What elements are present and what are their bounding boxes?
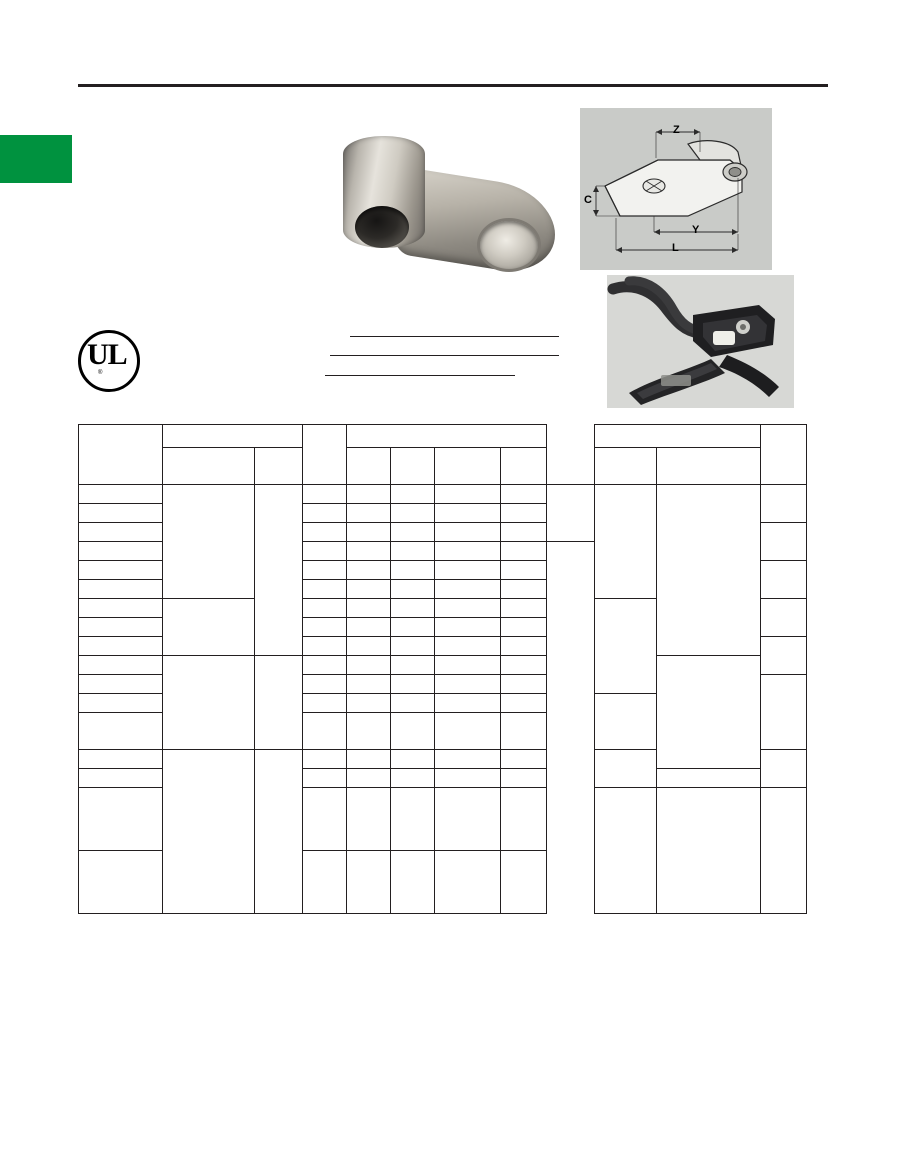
cell-pkg [761,788,807,914]
cell-blank [547,485,595,542]
cell-catalog [79,618,163,637]
cell-pkg [761,485,807,523]
table-header-row-2 [79,448,807,485]
cell-c [435,750,501,769]
cell-l [347,788,391,851]
header-sub-l [347,448,391,485]
cell-awg [163,656,255,750]
cell-mcm [347,851,391,914]
cell-z [501,580,547,599]
cell-catalog [79,523,163,542]
header-sub-c [435,448,501,485]
cell-awg [303,851,347,914]
cell-die [595,599,657,694]
cell-z [501,504,547,523]
cell-z [501,656,547,675]
cell-l [435,851,501,914]
header-divider [78,84,828,87]
cell-c [435,675,501,694]
cell-catalog [79,504,163,523]
cell-catalog [79,542,163,561]
cell-awg [163,599,255,656]
cell-l [347,618,391,637]
dimension-label-y: Y [692,224,700,236]
lug-body-graphic [335,126,560,266]
cell-c [435,769,501,788]
product-photo-lug [325,108,570,283]
cell-c [435,637,501,656]
cell-y [391,599,435,618]
cell-z [501,561,547,580]
cell-z [501,750,547,769]
header-cell-blank [547,425,595,485]
cell-stud [303,523,347,542]
cell-stud [303,694,347,713]
cell-tool [657,656,761,769]
cell-c [435,618,501,637]
cell-l [347,713,391,750]
cell-y [391,542,435,561]
cell-l [347,561,391,580]
cell-tool [761,750,807,788]
cell-c [435,788,501,851]
cell-y [391,675,435,694]
ul-listed-mark [78,330,140,392]
cell-l [347,599,391,618]
dimension-label-z: Z [673,124,680,136]
cell-catalog [79,656,163,675]
cell-y [391,694,435,713]
cell-z [501,637,547,656]
table-row [79,656,807,675]
cell-c [435,542,501,561]
header-cell-conductor [163,425,303,448]
cell-l [347,675,391,694]
cell-stud [303,788,347,851]
header-sub-y [391,448,435,485]
cell-l [347,694,391,713]
cell-y [391,637,435,656]
cell-y [391,485,435,504]
cell-c [435,485,501,504]
cell-catalog [79,485,163,504]
cell-catalog [79,750,163,769]
cell-stud [303,713,347,750]
section-color-tab [0,135,72,183]
product-photo-tool [607,275,794,408]
cell-catalog [79,851,163,914]
cell-stud [303,618,347,637]
cell-catalog [79,675,163,694]
table-row [79,485,807,504]
cell-tool [657,788,761,914]
cell-pkg [761,637,807,675]
cell-stud [303,580,347,599]
header-sub-mcm [255,448,303,485]
cell-z [501,769,547,788]
header-cell-tooling [595,425,761,448]
cell-l [347,750,391,769]
cell-stud [303,769,347,788]
cell-c [435,694,501,713]
cell-l [347,580,391,599]
cell-pkg [761,599,807,637]
header-cell-stud [303,425,347,485]
cell-l [347,523,391,542]
cell-catalog [79,769,163,788]
header-cell-pkg [761,425,807,485]
cell-c [435,599,501,618]
cell-catalog [79,788,163,851]
cell-die [595,485,657,599]
dimension-label-l: L [672,242,679,254]
cell-z [501,618,547,637]
cell-catalog [79,713,163,750]
cell-z [501,542,547,561]
cell-z [501,788,547,851]
cell-catalog [79,580,163,599]
cell-c [435,713,501,750]
cell-catalog [79,561,163,580]
cell-l [347,504,391,523]
cell-z [501,485,547,504]
caption-rule-3 [325,375,515,376]
header-sub-die [595,448,657,485]
cell-y [391,750,435,769]
cell-c [435,656,501,675]
cell-stud [303,485,347,504]
cell-l [347,485,391,504]
cell-catalog [79,637,163,656]
cell-tool [657,485,761,656]
cell-l [347,542,391,561]
table-header-row-1 [79,425,807,448]
cell-y [391,713,435,750]
cell-stud [303,656,347,675]
cell-stud [303,599,347,618]
specification-table [78,424,807,914]
cell-y [391,769,435,788]
ul-logo-text: UL [87,338,127,371]
cell-y [391,656,435,675]
cell-mcm [255,750,303,914]
cell-die [595,750,657,788]
cell-mcm [255,656,303,750]
cell-z [501,599,547,618]
lug-bore [355,206,409,248]
header-sub-tool [657,448,761,485]
header-cell-dimensions [347,425,547,448]
cell-die [761,675,807,750]
cell-z [501,523,547,542]
cell-z [501,675,547,694]
header-cell-catalog [79,425,163,485]
cell-stud [303,504,347,523]
cell-blank [547,542,595,914]
cell-catalog [79,599,163,618]
cell-awg [163,750,255,914]
cell-y [391,618,435,637]
cell-stud [303,561,347,580]
cell-pkg [761,561,807,599]
cell-stud [303,542,347,561]
lug-dimension-diagram [580,108,772,270]
cell-catalog [79,694,163,713]
cell-pkg [761,523,807,561]
cell-stud [303,675,347,694]
header-sub-awg [163,448,255,485]
cell-c [435,504,501,523]
cell-y [501,851,547,914]
cell-z [501,694,547,713]
cell-y [391,523,435,542]
cell-l [347,769,391,788]
caption-rule-1 [350,336,559,337]
cell-c [435,580,501,599]
cell-y [391,504,435,523]
cell-l [347,637,391,656]
cell-y [391,788,435,851]
ul-registered-mark: ® [98,370,103,376]
cell-mcm [255,485,303,656]
cell-l [347,656,391,675]
header-sub-z [501,448,547,485]
cell-stud [303,637,347,656]
dimension-label-c: C [584,194,592,206]
cell-y [391,580,435,599]
cell-c [435,561,501,580]
cell-y [391,561,435,580]
caption-rule-2 [330,355,559,356]
cell-die [595,788,657,914]
cell-awg [163,485,255,599]
cell-stud [303,750,347,769]
cell-stud [391,851,435,914]
cell-c [435,523,501,542]
cell-z [501,713,547,750]
tool-drawing-svg [607,275,794,408]
